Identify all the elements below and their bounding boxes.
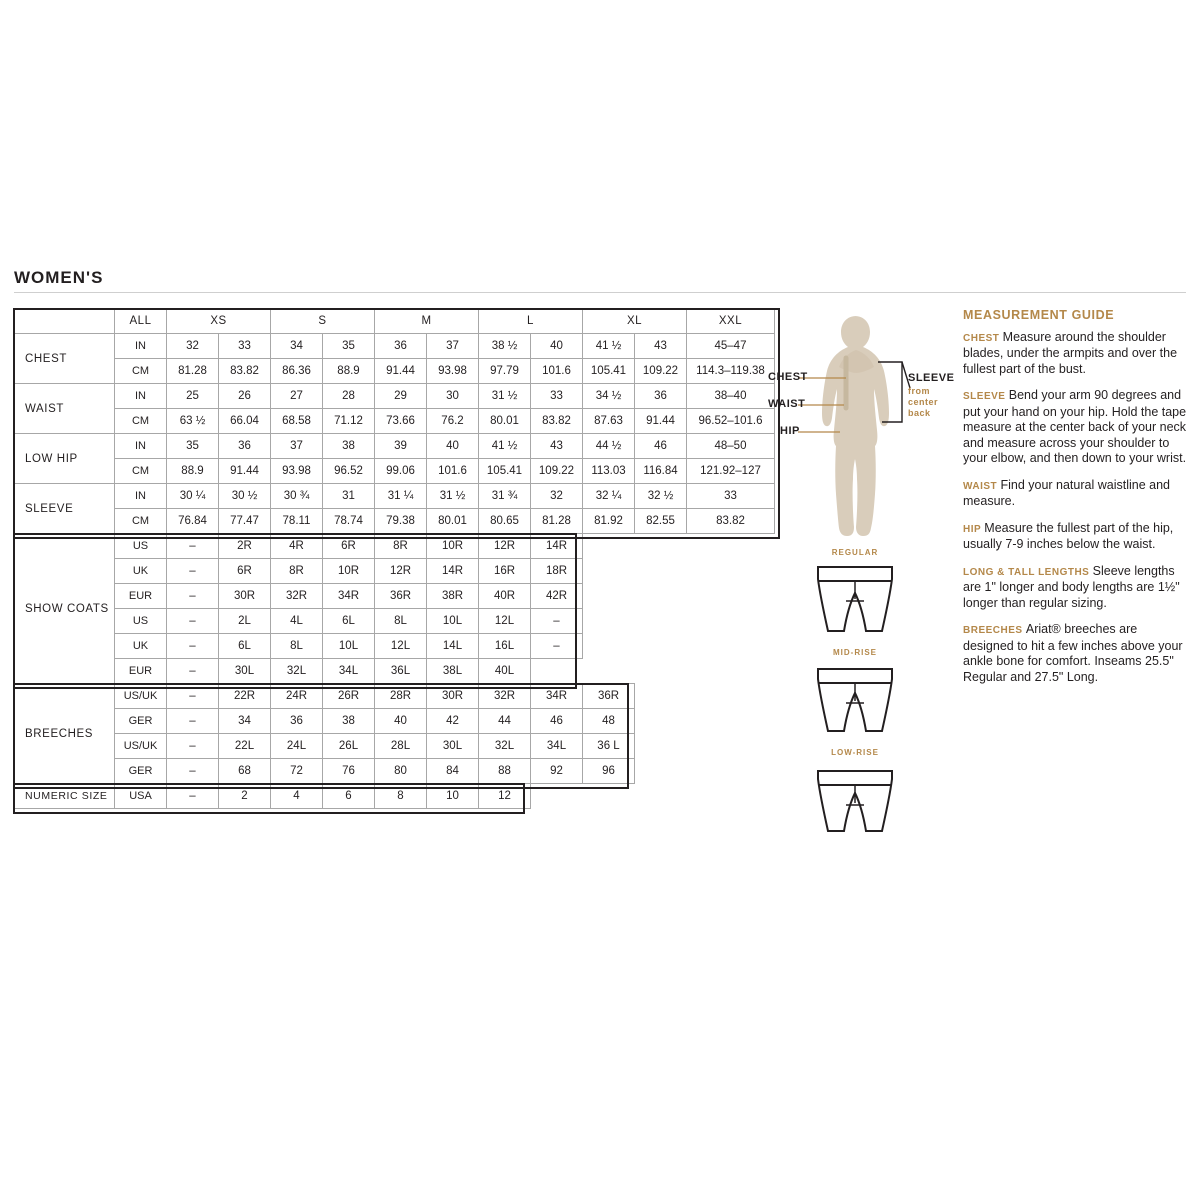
table-cell: 73.66 bbox=[375, 409, 427, 434]
table-cell: – bbox=[167, 709, 219, 734]
figure-label-hip: HIP bbox=[780, 425, 800, 437]
table-cell: 14L bbox=[427, 634, 479, 659]
table-cell: 4R bbox=[271, 534, 323, 559]
table-cell: 78.11 bbox=[271, 509, 323, 534]
table-cell: 12 bbox=[479, 784, 531, 809]
table-cell: 8 bbox=[375, 784, 427, 809]
table-cell: 36 bbox=[635, 384, 687, 409]
table-cell: 71.12 bbox=[323, 409, 375, 434]
table-cell: 10 bbox=[427, 784, 479, 809]
figure-label-sleeve-sub3: back bbox=[908, 408, 931, 418]
figure-label-waist: WAIST bbox=[768, 398, 806, 410]
table-cell-empty bbox=[531, 784, 583, 809]
table-cell: 38–40 bbox=[687, 384, 775, 409]
table-cell: 30 ½ bbox=[219, 484, 271, 509]
table-row bbox=[15, 434, 775, 459]
table-cell: 36R bbox=[583, 684, 635, 709]
table-row bbox=[15, 709, 775, 734]
breeches-rise-label-1: MID-RISE bbox=[833, 648, 877, 657]
table-cell: 6 bbox=[323, 784, 375, 809]
table-cell: 30R bbox=[219, 584, 271, 609]
table-cell: 34 ½ bbox=[583, 384, 635, 409]
title-divider bbox=[14, 292, 1186, 293]
row-unit: US bbox=[115, 609, 167, 634]
table-cell: 32 ½ bbox=[635, 484, 687, 509]
table-cell: 83.82 bbox=[219, 359, 271, 384]
table-cell: 22L bbox=[219, 734, 271, 759]
table-cell: 26R bbox=[323, 684, 375, 709]
table-cell: 68 bbox=[219, 759, 271, 784]
table-cell: 31 ¾ bbox=[479, 484, 531, 509]
table-cell: 28R bbox=[375, 684, 427, 709]
table-cell: – bbox=[167, 759, 219, 784]
table-cell: 31 ½ bbox=[479, 384, 531, 409]
table-cell: 40L bbox=[479, 659, 531, 684]
table-cell bbox=[635, 534, 687, 559]
table-cell bbox=[583, 584, 635, 609]
guide-item-5 bbox=[963, 622, 1191, 685]
table-cell: 105.41 bbox=[583, 359, 635, 384]
table-cell bbox=[583, 609, 635, 634]
table-cell: 77.47 bbox=[219, 509, 271, 534]
table-cell: 44 bbox=[479, 709, 531, 734]
table-cell: 31 ½ bbox=[427, 484, 479, 509]
row-label-waist: WAIST bbox=[15, 384, 115, 434]
table-row bbox=[15, 734, 775, 759]
table-cell: 12R bbox=[375, 559, 427, 584]
row-unit: CM bbox=[115, 509, 167, 534]
table-cell: 48–50 bbox=[687, 434, 775, 459]
table-cell: 86.36 bbox=[271, 359, 323, 384]
table-cell bbox=[635, 634, 687, 659]
table-cell: 36 bbox=[219, 434, 271, 459]
table-cell: 81.92 bbox=[583, 509, 635, 534]
row-label-sleeve: SLEEVE bbox=[15, 484, 115, 534]
table-cell: 91.44 bbox=[635, 409, 687, 434]
table-cell: 38 bbox=[323, 434, 375, 459]
table-cell: 36 bbox=[375, 334, 427, 359]
table-cell: 66.04 bbox=[219, 409, 271, 434]
row-unit: GER bbox=[115, 759, 167, 784]
table-cell: 2 bbox=[219, 784, 271, 809]
table-cell: 76.2 bbox=[427, 409, 479, 434]
table-cell: 46 bbox=[635, 434, 687, 459]
table-cell: 38 bbox=[323, 709, 375, 734]
table-cell bbox=[635, 584, 687, 609]
table-cell: 41 ½ bbox=[479, 434, 531, 459]
guide-heading: MEASUREMENT GUIDE bbox=[963, 308, 1115, 322]
column-header-m: M bbox=[375, 309, 479, 334]
table-cell: 114.3–119.38 bbox=[687, 359, 775, 384]
table-cell: 45–47 bbox=[687, 334, 775, 359]
table-cell: 96 bbox=[583, 759, 635, 784]
table-cell: 68.58 bbox=[271, 409, 323, 434]
size-table bbox=[14, 308, 775, 809]
table-cell: – bbox=[167, 584, 219, 609]
table-cell bbox=[583, 659, 635, 684]
table-cell: 63 ½ bbox=[167, 409, 219, 434]
figure-label-sleeve-sub1: from bbox=[908, 386, 930, 396]
table-cell: 30L bbox=[427, 734, 479, 759]
table-cell bbox=[583, 534, 635, 559]
table-cell: 109.22 bbox=[531, 459, 583, 484]
table-cell: 6L bbox=[323, 609, 375, 634]
table-cell: 38R bbox=[427, 584, 479, 609]
guide-item-tag: WAIST bbox=[963, 480, 1001, 492]
guide-item-text: Measure the fullest part of the hip, usually 7-9 inches below the waist. bbox=[963, 520, 1174, 551]
table-cell: 83.82 bbox=[687, 509, 775, 534]
table-cell: 109.22 bbox=[635, 359, 687, 384]
table-cell: 10R bbox=[427, 534, 479, 559]
row-label-show-coats: SHOW COATS bbox=[15, 534, 115, 684]
table-cell: 93.98 bbox=[271, 459, 323, 484]
size-table-wrap bbox=[14, 308, 775, 809]
table-cell: 97.79 bbox=[479, 359, 531, 384]
table-cell: 34 bbox=[271, 334, 323, 359]
table-cell: 91.44 bbox=[219, 459, 271, 484]
table-cell: 36 L bbox=[583, 734, 635, 759]
row-unit: GER bbox=[115, 709, 167, 734]
table-cell: – bbox=[167, 659, 219, 684]
column-header-all: ALL bbox=[115, 309, 167, 334]
table-cell-empty bbox=[687, 784, 775, 809]
table-cell: 80.01 bbox=[479, 409, 531, 434]
table-cell: 33 bbox=[219, 334, 271, 359]
table-cell: 10R bbox=[323, 559, 375, 584]
table-cell: 116.84 bbox=[635, 459, 687, 484]
row-unit: US/UK bbox=[115, 684, 167, 709]
table-cell: 6R bbox=[219, 559, 271, 584]
table-cell: 38 ½ bbox=[479, 334, 531, 359]
table-cell: 16L bbox=[479, 634, 531, 659]
table-cell: 38L bbox=[427, 659, 479, 684]
measurement-guide bbox=[963, 308, 1191, 696]
table-cell: 24R bbox=[271, 684, 323, 709]
table-cell: 26 bbox=[219, 384, 271, 409]
guide-item-text: Ariat® breeches are designed to hit a few inches above your ankle bone for comfort. Inseams 25.5" Regular and 27.5" Long. bbox=[963, 622, 1183, 684]
table-cell: 16R bbox=[479, 559, 531, 584]
table-cell: 42 bbox=[427, 709, 479, 734]
table-cell: 105.41 bbox=[479, 459, 531, 484]
table-cell: 22R bbox=[219, 684, 271, 709]
table-cell: 36R bbox=[375, 584, 427, 609]
table-cell: 4 bbox=[271, 784, 323, 809]
row-label-low-hip: LOW HIP bbox=[15, 434, 115, 484]
table-cell: 36 bbox=[271, 709, 323, 734]
table-cell: 34L bbox=[323, 659, 375, 684]
row-unit: USA bbox=[115, 784, 167, 809]
table-row bbox=[15, 534, 775, 559]
breeches-diagram-mid-rise bbox=[800, 648, 910, 744]
table-cell: 14R bbox=[427, 559, 479, 584]
row-label-breeches: BREECHES bbox=[15, 684, 115, 784]
table-cell bbox=[635, 609, 687, 634]
table-cell: 8R bbox=[375, 534, 427, 559]
table-cell: 31 bbox=[323, 484, 375, 509]
table-cell: 4L bbox=[271, 609, 323, 634]
table-cell: – bbox=[167, 534, 219, 559]
table-cell: 96.52 bbox=[323, 459, 375, 484]
row-unit: IN bbox=[115, 384, 167, 409]
table-header-row bbox=[15, 309, 775, 334]
table-cell: 34 bbox=[219, 709, 271, 734]
table-cell: – bbox=[167, 684, 219, 709]
table-row bbox=[15, 484, 775, 509]
size-table-body bbox=[15, 309, 775, 809]
table-cell: 35 bbox=[323, 334, 375, 359]
table-row bbox=[15, 384, 775, 409]
table-cell: 18R bbox=[531, 559, 583, 584]
table-cell: 88.9 bbox=[323, 359, 375, 384]
table-cell: 29 bbox=[375, 384, 427, 409]
table-cell: 14R bbox=[531, 534, 583, 559]
breeches-diagram-regular bbox=[800, 548, 910, 644]
table-row bbox=[15, 459, 775, 484]
table-cell: 34R bbox=[531, 684, 583, 709]
table-cell: 46 bbox=[531, 709, 583, 734]
table-cell: 12L bbox=[375, 634, 427, 659]
table-cell: 6R bbox=[323, 534, 375, 559]
table-cell: 30 bbox=[427, 384, 479, 409]
guide-item-4 bbox=[963, 564, 1191, 612]
breeches-outline-icon bbox=[800, 757, 910, 839]
breeches-rise-label-0: REGULAR bbox=[831, 548, 879, 557]
table-cell: – bbox=[167, 559, 219, 584]
table-cell bbox=[583, 634, 635, 659]
table-cell: 83.82 bbox=[531, 409, 583, 434]
guide-item-text: Measure around the shoulder blades, under the armpits and over the fullest part of the bust. bbox=[963, 329, 1178, 376]
table-cell: 80.65 bbox=[479, 509, 531, 534]
table-cell-empty bbox=[635, 784, 687, 809]
guide-items bbox=[963, 330, 1191, 686]
table-cell: 42R bbox=[531, 584, 583, 609]
guide-item-text: Find your natural waistline and measure. bbox=[963, 477, 1170, 508]
table-cell-empty bbox=[583, 784, 635, 809]
table-cell: 25 bbox=[167, 384, 219, 409]
table-cell: 82.55 bbox=[635, 509, 687, 534]
table-cell: 6L bbox=[219, 634, 271, 659]
column-header-s: S bbox=[271, 309, 375, 334]
table-row bbox=[15, 634, 775, 659]
table-cell: 88 bbox=[479, 759, 531, 784]
table-row bbox=[15, 609, 775, 634]
table-cell: 10L bbox=[427, 609, 479, 634]
table-cell: – bbox=[167, 784, 219, 809]
table-row bbox=[15, 659, 775, 684]
table-cell: 32L bbox=[479, 734, 531, 759]
row-unit: UK bbox=[115, 634, 167, 659]
table-cell: 2R bbox=[219, 534, 271, 559]
table-cell: 8L bbox=[271, 634, 323, 659]
table-cell: – bbox=[167, 609, 219, 634]
guide-item-1 bbox=[963, 388, 1191, 467]
table-cell: 32L bbox=[271, 659, 323, 684]
row-unit: EUR bbox=[115, 584, 167, 609]
table-cell: 92 bbox=[531, 759, 583, 784]
table-cell: 113.03 bbox=[583, 459, 635, 484]
table-cell: 93.98 bbox=[427, 359, 479, 384]
table-cell: 96.52–101.6 bbox=[687, 409, 775, 434]
figure-label-sleeve-sub2: center bbox=[908, 397, 939, 407]
breeches-rise-label-2: LOW-RISE bbox=[831, 748, 879, 757]
column-header-xxl: XXL bbox=[687, 309, 775, 334]
breeches-diagram-low-rise bbox=[800, 748, 910, 844]
table-cell: 101.6 bbox=[531, 359, 583, 384]
table-row bbox=[15, 409, 775, 434]
table-cell: 48 bbox=[583, 709, 635, 734]
guide-item-tag: BREECHES bbox=[963, 625, 1026, 636]
table-cell: 37 bbox=[271, 434, 323, 459]
column-header-xl: XL bbox=[583, 309, 687, 334]
table-cell: 28L bbox=[375, 734, 427, 759]
table-cell: 8R bbox=[271, 559, 323, 584]
guide-item-text: Sleeve lengths are 1" longer and body lengths are 1½" longer than regular sizing. bbox=[963, 563, 1180, 610]
row-unit: CM bbox=[115, 359, 167, 384]
table-cell: 32R bbox=[271, 584, 323, 609]
guide-item-0 bbox=[963, 330, 1191, 378]
table-cell: 81.28 bbox=[531, 509, 583, 534]
table-cell: 80 bbox=[375, 759, 427, 784]
figure-label-sleeve: SLEEVE bbox=[908, 372, 955, 384]
column-header-l: L bbox=[479, 309, 583, 334]
table-cell: 40 bbox=[531, 334, 583, 359]
row-unit: US/UK bbox=[115, 734, 167, 759]
guide-item-3 bbox=[963, 521, 1191, 553]
table-cell bbox=[583, 559, 635, 584]
table-row bbox=[15, 584, 775, 609]
table-cell: 87.63 bbox=[583, 409, 635, 434]
table-cell: – bbox=[531, 634, 583, 659]
figure-label-chest: CHEST bbox=[768, 371, 808, 383]
guide-item-tag: CHEST bbox=[963, 332, 1003, 344]
table-cell: 24L bbox=[271, 734, 323, 759]
table-cell: 76.84 bbox=[167, 509, 219, 534]
row-unit: US bbox=[115, 534, 167, 559]
table-cell: 91.44 bbox=[375, 359, 427, 384]
row-unit: UK bbox=[115, 559, 167, 584]
table-cell: 30L bbox=[219, 659, 271, 684]
row-unit: IN bbox=[115, 434, 167, 459]
table-cell: 79.38 bbox=[375, 509, 427, 534]
table-cell: 10L bbox=[323, 634, 375, 659]
guide-item-tag: HIP bbox=[963, 523, 985, 535]
table-cell: 43 bbox=[531, 434, 583, 459]
table-cell: 32 bbox=[167, 334, 219, 359]
breeches-outline-icon bbox=[800, 657, 910, 739]
table-row bbox=[15, 759, 775, 784]
table-cell: 76 bbox=[323, 759, 375, 784]
table-cell: 33 bbox=[531, 384, 583, 409]
table-cell: 32R bbox=[479, 684, 531, 709]
table-cell: 78.74 bbox=[323, 509, 375, 534]
table-cell: 28 bbox=[323, 384, 375, 409]
table-cell: 41 ½ bbox=[583, 334, 635, 359]
table-row bbox=[15, 784, 775, 809]
table-cell: 36L bbox=[375, 659, 427, 684]
table-cell: 80.01 bbox=[427, 509, 479, 534]
row-unit: EUR bbox=[115, 659, 167, 684]
table-cell: – bbox=[167, 634, 219, 659]
column-header-xs: XS bbox=[167, 309, 271, 334]
table-cell: 40R bbox=[479, 584, 531, 609]
table-cell: 88.9 bbox=[167, 459, 219, 484]
table-cell: 2L bbox=[219, 609, 271, 634]
row-unit: IN bbox=[115, 484, 167, 509]
row-unit: IN bbox=[115, 334, 167, 359]
table-cell: 30 ¼ bbox=[167, 484, 219, 509]
table-cell bbox=[531, 659, 583, 684]
table-cell: 44 ½ bbox=[583, 434, 635, 459]
guide-item-tag: SLEEVE bbox=[963, 391, 1009, 402]
table-cell: 39 bbox=[375, 434, 427, 459]
table-cell: 101.6 bbox=[427, 459, 479, 484]
row-label-numeric-size: NUMERIC SIZE bbox=[15, 784, 115, 809]
table-cell: – bbox=[531, 609, 583, 634]
table-row bbox=[15, 334, 775, 359]
table-cell: 12L bbox=[479, 609, 531, 634]
page-title: WOMEN'S bbox=[14, 268, 104, 287]
table-cell bbox=[635, 659, 687, 684]
table-cell: 27 bbox=[271, 384, 323, 409]
breeches-outline-icon bbox=[800, 557, 910, 639]
table-row bbox=[15, 559, 775, 584]
table-cell: 37 bbox=[427, 334, 479, 359]
table-cell: 40 bbox=[375, 709, 427, 734]
table-cell: 26L bbox=[323, 734, 375, 759]
table-cell: 12R bbox=[479, 534, 531, 559]
table-cell: 34R bbox=[323, 584, 375, 609]
table-cell: 84 bbox=[427, 759, 479, 784]
table-cell: 30 ¾ bbox=[271, 484, 323, 509]
guide-item-tag: LONG & TALL LENGTHS bbox=[963, 566, 1093, 578]
table-cell: 35 bbox=[167, 434, 219, 459]
table-cell: 121.92–127 bbox=[687, 459, 775, 484]
row-label-chest: CHEST bbox=[15, 334, 115, 384]
table-row bbox=[15, 684, 775, 709]
table-cell: 81.28 bbox=[167, 359, 219, 384]
table-cell: 32 bbox=[531, 484, 583, 509]
guide-item-2 bbox=[963, 478, 1191, 510]
table-cell: 33 bbox=[687, 484, 775, 509]
table-cell bbox=[635, 559, 687, 584]
body-figure bbox=[760, 310, 960, 560]
table-row bbox=[15, 359, 775, 384]
table-cell: 72 bbox=[271, 759, 323, 784]
table-row bbox=[15, 509, 775, 534]
table-cell: 32 ¼ bbox=[583, 484, 635, 509]
table-cell: – bbox=[167, 734, 219, 759]
guide-item-text: Bend your arm 90 degrees and put your hand on your hip. Hold the tape measure at the center back of your neck and measure across your shoulder to your elbow, and then down to your wrist. bbox=[963, 388, 1187, 465]
table-cell: 34L bbox=[531, 734, 583, 759]
table-cell: 43 bbox=[635, 334, 687, 359]
table-cell: 8L bbox=[375, 609, 427, 634]
row-unit: CM bbox=[115, 409, 167, 434]
table-cell: 40 bbox=[427, 434, 479, 459]
table-cell: 99.06 bbox=[375, 459, 427, 484]
table-cell: 30R bbox=[427, 684, 479, 709]
row-unit: CM bbox=[115, 459, 167, 484]
table-cell: 31 ¼ bbox=[375, 484, 427, 509]
